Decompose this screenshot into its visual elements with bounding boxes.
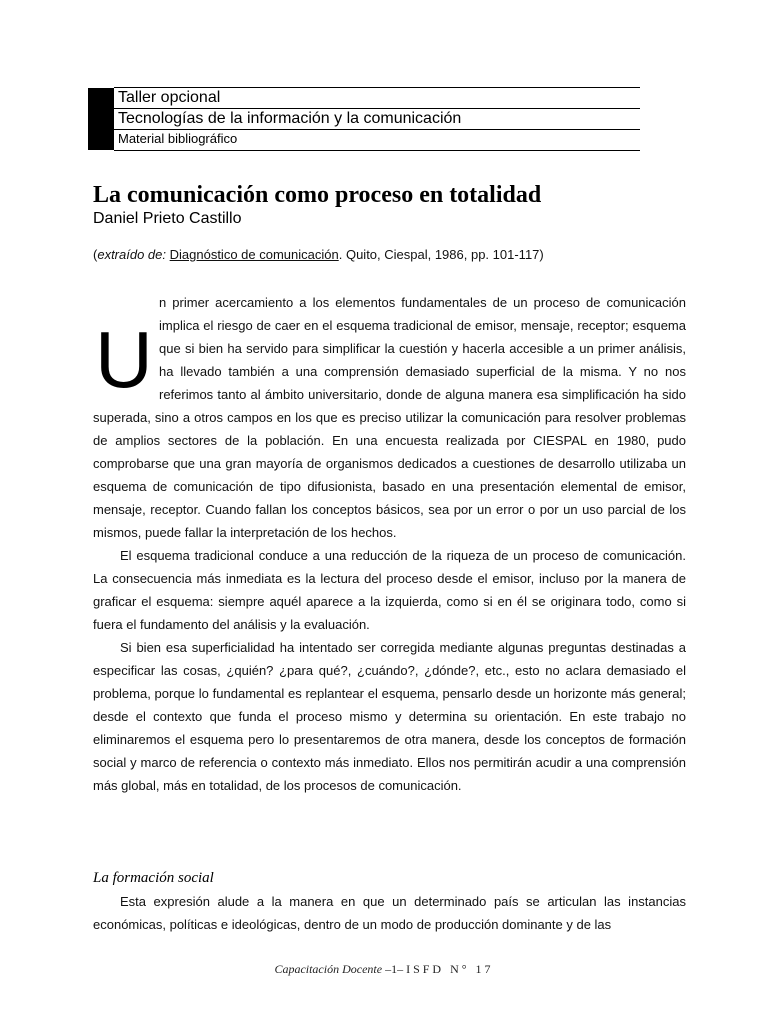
article-title: La comunicación como proceso en totalidad [93,182,542,208]
footer-left: Capacitación Docente [274,962,383,976]
article-body [93,291,686,797]
paragraph-4: Esta expresión alude a la manera en que un determinado país se articulan las instancias económicas, políticas e ideológicas, dentro de un modo de producción dominante y de las [93,894,686,932]
section-body [93,890,686,936]
drop-cap: U [95,315,153,404]
header-black-bar [88,88,114,150]
paragraph-2: El esquema tradicional conduce a una reducción de la riqueza de un proceso de comunicación. La consecuencia más inmediata es la lectura del proceso desde el emisor, incluso por la manera de graficar el esquema: siempre aquél aparece a la izquierda, como si en él se originara todo, como si fuera el fundamento del análisis y la evaluación. [93,548,686,632]
source-details: . Quito, Ciespal, 1986, pp. 101-117) [338,247,544,262]
paragraph-1 [93,291,686,544]
paragraph-3: Si bien esa superficialidad ha intentado ser corregida mediante algunas preguntas destinadas a especificar las cosas, ¿quién? ¿para qué?, ¿cuándo?, ¿dónde?, etc., esto no aclara demasiado el problema, porque lo fundamental es replantear el esquema, pensarlo desde un horizonte más general; desde el contexto que funda el proceso mismo y determina su orientación. En este trabajo no eliminaremos el esquema pero lo presentaremos de otra manera, desde los conceptos de formación social y marco de referencia o contexto más inmediato. Ellos nos permitirán acudir a una comprensión más global, más en totalidad, de los procesos de comunicación. [93,640,686,793]
paragraph-1-text: n primer acercamiento a los elementos fundamentales de un proceso de comunicación implica el riesgo de caer en el esquema tradicional de emisor, mensaje, receptor; esquema que si bien ha servido para simplificar la cuestión y hacerla accesible a un primer análisis, ha llevado también a una comprensión demasiado superficial de la misma. Y no nos referimos tanto al ámbito universitario, donde de alguna manera esa simplificación ha sido superada, sino a otros campos en los que es preciso utilizar la comunicación para resolver problemas de amplios sectores de la población. En una encuesta realizada por CIESPAL en 1980, pudo comprobarse que una gran mayoría de organismos dedicados a cuestiones de desarrollo utilizaba un esquema de comunicación de tipo difusionista, basado en una presentación elemental de emisor, mensaje, receptor. Cuando fallan los conceptos básicos, sea por un error o por un uso parcial de los mismos, puede fallar la interpretación de los hechos. [93,295,686,540]
footer-institution: ISFD N° 17 [406,962,494,976]
article-source: (extraído de: Diagnóstico de comunicación. Quito, Ciespal, 1986, pp. 101-117) [93,247,544,262]
page-footer [0,962,768,977]
footer-page-number: –1– [385,962,404,976]
section-heading: La formación social [93,870,214,886]
source-prefix: extraído de: [97,247,166,262]
article-author: Daniel Prieto Castillo [93,210,242,227]
header-block [88,86,640,150]
header-course-title: Tecnologías de la información y la comunicación [114,108,640,129]
header-course-type: Taller opcional [114,87,640,108]
source-book-title: Diagnóstico de comunicación [169,247,339,262]
header-material-type: Material bibliográfico [114,129,640,151]
